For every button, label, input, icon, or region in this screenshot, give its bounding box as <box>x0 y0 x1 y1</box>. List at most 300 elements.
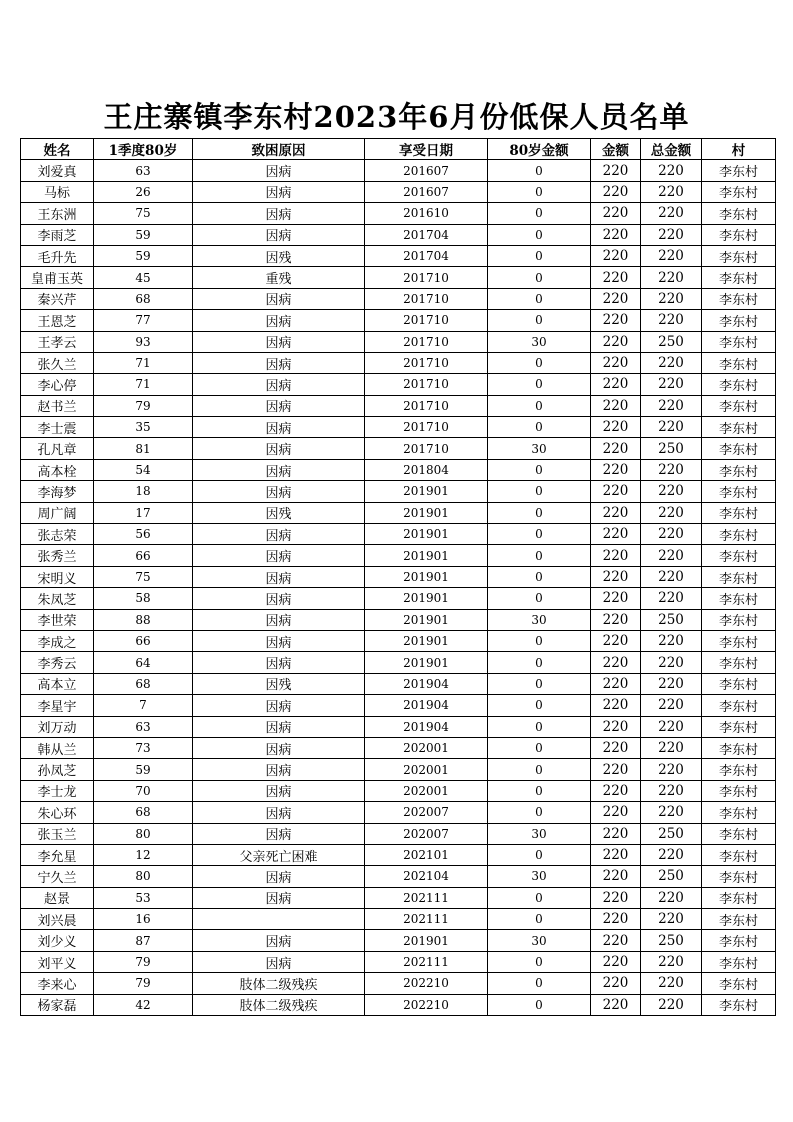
cell-name: 孔凡章 <box>21 438 94 459</box>
cell-date: 201610 <box>365 203 488 224</box>
cell-reason: 重残 <box>193 267 365 288</box>
cell-total: 220 <box>641 417 702 438</box>
table-row <box>21 994 776 1015</box>
cell-reason: 因病 <box>193 737 365 758</box>
cell-reason: 因病 <box>193 310 365 331</box>
cell-date: 201710 <box>365 288 488 309</box>
cell-amount: 220 <box>591 438 641 459</box>
cell-name: 韩从兰 <box>21 737 94 758</box>
table-row <box>21 652 776 673</box>
cell-reason: 因病 <box>193 566 365 587</box>
cell-amount-80: 0 <box>488 395 591 416</box>
cell-total: 220 <box>641 502 702 523</box>
cell-q1-80: 7 <box>94 695 193 716</box>
cell-q1-80: 63 <box>94 716 193 737</box>
cell-reason: 因病 <box>193 716 365 737</box>
cell-q1-80: 79 <box>94 395 193 416</box>
cell-amount: 220 <box>591 417 641 438</box>
cell-total: 220 <box>641 224 702 245</box>
cell-total: 220 <box>641 994 702 1015</box>
cell-total: 220 <box>641 545 702 566</box>
cell-total: 250 <box>641 823 702 844</box>
cell-q1-80: 63 <box>94 160 193 181</box>
cell-amount-80: 30 <box>488 823 591 844</box>
cell-amount: 220 <box>591 331 641 352</box>
cell-village: 李东村 <box>702 887 776 908</box>
cell-q1-80: 80 <box>94 866 193 887</box>
cell-total: 220 <box>641 909 702 930</box>
cell-amount: 220 <box>591 459 641 480</box>
cell-village: 李东村 <box>702 994 776 1015</box>
cell-amount-80: 0 <box>488 630 591 651</box>
cell-village: 李东村 <box>702 588 776 609</box>
cell-name: 李星宇 <box>21 695 94 716</box>
cell-amount: 220 <box>591 630 641 651</box>
cell-q1-80: 45 <box>94 267 193 288</box>
cell-q1-80: 81 <box>94 438 193 459</box>
cell-q1-80: 35 <box>94 417 193 438</box>
cell-amount: 220 <box>591 887 641 908</box>
cell-date: 201710 <box>365 267 488 288</box>
cell-date: 201710 <box>365 374 488 395</box>
cell-name: 刘爱真 <box>21 160 94 181</box>
cell-village: 李东村 <box>702 524 776 545</box>
cell-name: 李士震 <box>21 417 94 438</box>
cell-q1-80: 42 <box>94 994 193 1015</box>
cell-q1-80: 75 <box>94 203 193 224</box>
cell-amount: 220 <box>591 288 641 309</box>
cell-total: 220 <box>641 352 702 373</box>
cell-q1-80: 54 <box>94 459 193 480</box>
cell-village: 李东村 <box>702 481 776 502</box>
cell-village: 李东村 <box>702 566 776 587</box>
cell-village: 李东村 <box>702 737 776 758</box>
cell-amount: 220 <box>591 673 641 694</box>
table-row <box>21 780 776 801</box>
cell-reason: 因病 <box>193 609 365 630</box>
cell-amount-80: 30 <box>488 438 591 459</box>
cell-total: 220 <box>641 951 702 972</box>
cell-date: 201710 <box>365 352 488 373</box>
table-row <box>21 844 776 865</box>
cell-amount: 220 <box>591 374 641 395</box>
cell-village: 李东村 <box>702 802 776 823</box>
cell-q1-80: 71 <box>94 352 193 373</box>
table-row <box>21 395 776 416</box>
cell-reason: 因病 <box>193 352 365 373</box>
cell-village: 李东村 <box>702 866 776 887</box>
cell-amount: 220 <box>591 481 641 502</box>
cell-q1-80: 68 <box>94 288 193 309</box>
table-row <box>21 224 776 245</box>
cell-q1-80: 16 <box>94 909 193 930</box>
cell-total: 250 <box>641 331 702 352</box>
cell-total: 220 <box>641 887 702 908</box>
cell-total: 220 <box>641 181 702 202</box>
cell-q1-80: 12 <box>94 844 193 865</box>
cell-q1-80: 59 <box>94 245 193 266</box>
cell-date: 201901 <box>365 588 488 609</box>
cell-q1-80: 59 <box>94 759 193 780</box>
cell-date: 201904 <box>365 673 488 694</box>
header-reason: 致困原因 <box>193 139 365 160</box>
cell-amount-80: 30 <box>488 331 591 352</box>
cell-village: 李东村 <box>702 951 776 972</box>
cell-amount-80: 0 <box>488 802 591 823</box>
cell-total: 220 <box>641 459 702 480</box>
cell-reason: 因病 <box>193 374 365 395</box>
cell-village: 李东村 <box>702 160 776 181</box>
cell-reason: 因病 <box>193 951 365 972</box>
cell-total: 220 <box>641 395 702 416</box>
cell-q1-80: 56 <box>94 524 193 545</box>
cell-name: 孙凤芝 <box>21 759 94 780</box>
cell-q1-80: 17 <box>94 502 193 523</box>
cell-name: 高本立 <box>21 673 94 694</box>
cell-q1-80: 73 <box>94 737 193 758</box>
cell-amount: 220 <box>591 994 641 1015</box>
cell-total: 220 <box>641 652 702 673</box>
cell-total: 250 <box>641 930 702 951</box>
cell-reason: 因病 <box>193 395 365 416</box>
cell-total: 220 <box>641 802 702 823</box>
table-row <box>21 310 776 331</box>
cell-village: 李东村 <box>702 331 776 352</box>
cell-village: 李东村 <box>702 909 776 930</box>
table-row <box>21 673 776 694</box>
cell-name: 高本栓 <box>21 459 94 480</box>
cell-total: 250 <box>641 609 702 630</box>
table-row <box>21 930 776 951</box>
table-row <box>21 566 776 587</box>
table-row <box>21 288 776 309</box>
cell-amount: 220 <box>591 823 641 844</box>
cell-village: 李东村 <box>702 267 776 288</box>
cell-total: 250 <box>641 866 702 887</box>
cell-village: 李东村 <box>702 673 776 694</box>
cell-amount-80: 0 <box>488 951 591 972</box>
cell-village: 李东村 <box>702 417 776 438</box>
cell-reason: 因病 <box>193 438 365 459</box>
cell-amount-80: 0 <box>488 267 591 288</box>
cell-reason: 因病 <box>193 823 365 844</box>
cell-reason: 因病 <box>193 288 365 309</box>
cell-q1-80: 93 <box>94 331 193 352</box>
cell-total: 220 <box>641 630 702 651</box>
cell-q1-80: 79 <box>94 973 193 994</box>
cell-name: 朱心环 <box>21 802 94 823</box>
cell-q1-80: 75 <box>94 566 193 587</box>
cell-reason: 因病 <box>193 887 365 908</box>
table-row <box>21 695 776 716</box>
cell-name: 李来心 <box>21 973 94 994</box>
cell-amount: 220 <box>591 267 641 288</box>
subsidy-roster-table <box>20 138 776 1016</box>
cell-q1-80: 64 <box>94 652 193 673</box>
cell-village: 李东村 <box>702 973 776 994</box>
cell-q1-80: 68 <box>94 802 193 823</box>
cell-date: 201607 <box>365 160 488 181</box>
cell-amount: 220 <box>591 759 641 780</box>
cell-reason: 因病 <box>193 802 365 823</box>
cell-reason: 因病 <box>193 224 365 245</box>
cell-total: 220 <box>641 160 702 181</box>
table-row <box>21 481 776 502</box>
cell-amount: 220 <box>591 973 641 994</box>
cell-name: 李雨芝 <box>21 224 94 245</box>
cell-village: 李东村 <box>702 245 776 266</box>
cell-amount-80: 0 <box>488 909 591 930</box>
table-row <box>21 524 776 545</box>
cell-amount-80: 30 <box>488 866 591 887</box>
cell-reason: 因病 <box>193 524 365 545</box>
cell-date: 201901 <box>365 930 488 951</box>
cell-village: 李东村 <box>702 630 776 651</box>
cell-amount-80: 0 <box>488 652 591 673</box>
cell-amount-80: 0 <box>488 844 591 865</box>
cell-date: 201901 <box>365 652 488 673</box>
cell-date: 202111 <box>365 909 488 930</box>
cell-date: 202104 <box>365 866 488 887</box>
cell-date: 201710 <box>365 395 488 416</box>
cell-name: 毛升先 <box>21 245 94 266</box>
cell-q1-80: 70 <box>94 780 193 801</box>
cell-name: 杨家磊 <box>21 994 94 1015</box>
cell-amount: 220 <box>591 780 641 801</box>
table-row <box>21 588 776 609</box>
cell-name: 李秀云 <box>21 652 94 673</box>
cell-village: 李东村 <box>702 203 776 224</box>
cell-date: 201607 <box>365 181 488 202</box>
cell-name: 李海梦 <box>21 481 94 502</box>
header-date: 享受日期 <box>365 139 488 160</box>
table-row <box>21 716 776 737</box>
table-row <box>21 887 776 908</box>
table-header-row <box>21 139 776 160</box>
cell-total: 220 <box>641 267 702 288</box>
cell-amount: 220 <box>591 310 641 331</box>
header-village: 村 <box>702 139 776 160</box>
cell-total: 220 <box>641 780 702 801</box>
cell-date: 202210 <box>365 973 488 994</box>
cell-village: 李东村 <box>702 780 776 801</box>
cell-reason: 因病 <box>193 160 365 181</box>
cell-name: 马标 <box>21 181 94 202</box>
cell-name: 刘兴晨 <box>21 909 94 930</box>
cell-name: 张秀兰 <box>21 545 94 566</box>
cell-name: 朱凤芝 <box>21 588 94 609</box>
cell-reason: 因病 <box>193 203 365 224</box>
cell-amount-80: 0 <box>488 245 591 266</box>
cell-date: 202001 <box>365 780 488 801</box>
cell-date: 201710 <box>365 331 488 352</box>
cell-amount: 220 <box>591 652 641 673</box>
cell-village: 李东村 <box>702 502 776 523</box>
cell-amount: 220 <box>591 930 641 951</box>
cell-amount-80: 0 <box>488 224 591 245</box>
cell-amount: 220 <box>591 802 641 823</box>
table-row <box>21 267 776 288</box>
cell-reason: 因病 <box>193 181 365 202</box>
cell-amount-80: 0 <box>488 566 591 587</box>
cell-village: 李东村 <box>702 930 776 951</box>
cell-amount-80: 0 <box>488 310 591 331</box>
cell-total: 220 <box>641 481 702 502</box>
cell-village: 李东村 <box>702 609 776 630</box>
cell-name: 刘平义 <box>21 951 94 972</box>
cell-total: 220 <box>641 673 702 694</box>
table-row <box>21 973 776 994</box>
cell-reason: 因病 <box>193 481 365 502</box>
cell-amount: 220 <box>591 737 641 758</box>
cell-name: 刘少义 <box>21 930 94 951</box>
cell-amount: 220 <box>591 395 641 416</box>
cell-reason: 因病 <box>193 652 365 673</box>
cell-amount: 220 <box>591 160 641 181</box>
cell-q1-80: 71 <box>94 374 193 395</box>
cell-name: 李允星 <box>21 844 94 865</box>
cell-q1-80: 79 <box>94 951 193 972</box>
cell-q1-80: 88 <box>94 609 193 630</box>
table-row <box>21 438 776 459</box>
cell-reason <box>193 909 365 930</box>
cell-reason: 因病 <box>193 780 365 801</box>
cell-name: 皇甫玉英 <box>21 267 94 288</box>
cell-amount-80: 0 <box>488 780 591 801</box>
header-amount-80: 80岁金额 <box>488 139 591 160</box>
cell-amount: 220 <box>591 502 641 523</box>
cell-amount-80: 0 <box>488 973 591 994</box>
cell-q1-80: 87 <box>94 930 193 951</box>
cell-total: 250 <box>641 438 702 459</box>
cell-name: 刘万动 <box>21 716 94 737</box>
cell-date: 201901 <box>365 566 488 587</box>
cell-reason: 因残 <box>193 673 365 694</box>
cell-amount-80: 0 <box>488 374 591 395</box>
cell-date: 201710 <box>365 310 488 331</box>
cell-reason: 因病 <box>193 695 365 716</box>
cell-name: 宋明义 <box>21 566 94 587</box>
cell-amount-80: 0 <box>488 502 591 523</box>
table-row <box>21 759 776 780</box>
cell-date: 201901 <box>365 481 488 502</box>
table-row <box>21 502 776 523</box>
cell-amount: 220 <box>591 609 641 630</box>
cell-date: 201901 <box>365 524 488 545</box>
cell-amount-80: 0 <box>488 524 591 545</box>
cell-village: 李东村 <box>702 759 776 780</box>
cell-name: 宁久兰 <box>21 866 94 887</box>
cell-amount: 220 <box>591 566 641 587</box>
cell-reason: 因病 <box>193 866 365 887</box>
table-row <box>21 181 776 202</box>
cell-total: 220 <box>641 844 702 865</box>
cell-amount: 220 <box>591 524 641 545</box>
cell-name: 周广阔 <box>21 502 94 523</box>
cell-date: 201704 <box>365 245 488 266</box>
cell-date: 201804 <box>365 459 488 480</box>
cell-amount-80: 30 <box>488 609 591 630</box>
cell-village: 李东村 <box>702 181 776 202</box>
cell-amount: 220 <box>591 866 641 887</box>
cell-amount: 220 <box>591 224 641 245</box>
cell-amount-80: 0 <box>488 203 591 224</box>
cell-reason: 肢体二级残疾 <box>193 994 365 1015</box>
cell-amount: 220 <box>591 844 641 865</box>
cell-village: 李东村 <box>702 224 776 245</box>
table-row <box>21 245 776 266</box>
cell-name: 张久兰 <box>21 352 94 373</box>
cell-date: 201901 <box>365 630 488 651</box>
cell-date: 202001 <box>365 737 488 758</box>
cell-name: 张志荣 <box>21 524 94 545</box>
header-name: 姓名 <box>21 139 94 160</box>
cell-q1-80: 68 <box>94 673 193 694</box>
cell-name: 李世荣 <box>21 609 94 630</box>
table-body <box>21 160 776 1016</box>
cell-q1-80: 59 <box>94 224 193 245</box>
cell-amount: 220 <box>591 588 641 609</box>
cell-amount-80: 0 <box>488 352 591 373</box>
cell-q1-80: 80 <box>94 823 193 844</box>
cell-reason: 因残 <box>193 245 365 266</box>
cell-date: 201710 <box>365 417 488 438</box>
table-row <box>21 203 776 224</box>
cell-amount-80: 0 <box>488 545 591 566</box>
cell-amount-80: 0 <box>488 288 591 309</box>
cell-date: 201704 <box>365 224 488 245</box>
cell-amount: 220 <box>591 245 641 266</box>
cell-amount-80: 0 <box>488 481 591 502</box>
cell-amount: 220 <box>591 181 641 202</box>
cell-date: 201904 <box>365 716 488 737</box>
cell-name: 秦兴芹 <box>21 288 94 309</box>
cell-name: 赵景 <box>21 887 94 908</box>
cell-reason: 因残 <box>193 502 365 523</box>
cell-village: 李东村 <box>702 652 776 673</box>
cell-name: 王东洲 <box>21 203 94 224</box>
table-row <box>21 802 776 823</box>
cell-q1-80: 77 <box>94 310 193 331</box>
cell-reason: 因病 <box>193 930 365 951</box>
cell-date: 201901 <box>365 502 488 523</box>
cell-reason: 因病 <box>193 331 365 352</box>
cell-reason: 因病 <box>193 545 365 566</box>
cell-amount-80: 0 <box>488 160 591 181</box>
cell-village: 李东村 <box>702 545 776 566</box>
cell-date: 201710 <box>365 438 488 459</box>
cell-name: 赵书兰 <box>21 395 94 416</box>
cell-amount-80: 0 <box>488 181 591 202</box>
cell-reason: 因病 <box>193 588 365 609</box>
cell-date: 202210 <box>365 994 488 1015</box>
cell-amount: 220 <box>591 951 641 972</box>
table-row <box>21 545 776 566</box>
cell-amount-80: 0 <box>488 673 591 694</box>
cell-reason: 因病 <box>193 759 365 780</box>
cell-total: 220 <box>641 973 702 994</box>
table-row <box>21 630 776 651</box>
cell-amount-80: 0 <box>488 695 591 716</box>
cell-amount: 220 <box>591 716 641 737</box>
cell-date: 202111 <box>365 951 488 972</box>
cell-total: 220 <box>641 310 702 331</box>
table-row <box>21 459 776 480</box>
cell-village: 李东村 <box>702 823 776 844</box>
table-row <box>21 160 776 181</box>
table-row <box>21 823 776 844</box>
cell-village: 李东村 <box>702 310 776 331</box>
